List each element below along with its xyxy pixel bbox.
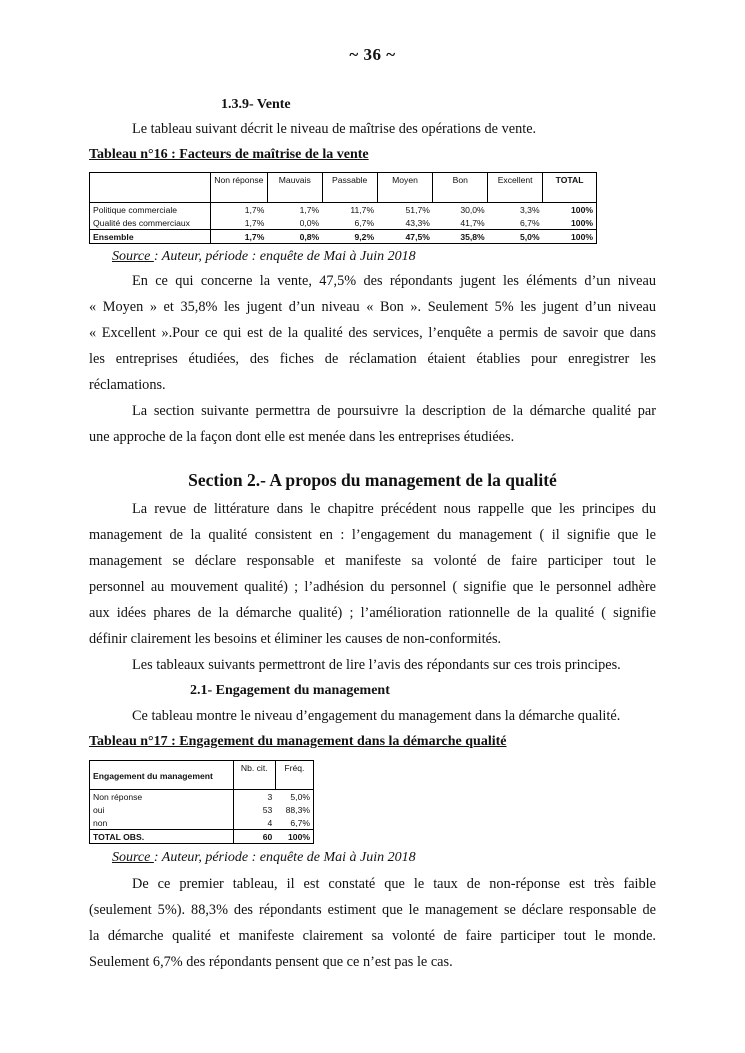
intro-line: Le tableau suivant décrit le niveau de maîtrise des opérations de vente. bbox=[132, 121, 537, 137]
table16 bbox=[89, 172, 597, 244]
para1-line: « Excellent ».Pour ce qui est de la qualité des services, l’enquête a permis de savoir que dans bbox=[89, 325, 656, 341]
table-cell: 30,0% bbox=[433, 203, 488, 217]
table-row bbox=[90, 816, 314, 830]
table16-header-cell: Excellent bbox=[488, 173, 543, 203]
para1-line: réclamations. bbox=[89, 377, 166, 393]
table-cell: 100% bbox=[543, 203, 597, 217]
table-cell: 3 bbox=[233, 790, 275, 804]
para3-line: aux idées phares de la démarche qualité) ; l’amélioration rationnelle de la qualité ( signifie bbox=[89, 605, 656, 621]
table-cell: 53 bbox=[233, 803, 275, 816]
table16-header-cell: Passable bbox=[322, 173, 377, 203]
source-text: : Auteur, période : enquête de Mai à Juin 2018 bbox=[153, 850, 416, 865]
table-cell: 100% bbox=[543, 230, 597, 244]
table-cell: 1,7% bbox=[244, 217, 265, 228]
table-cell: 5,0% bbox=[488, 230, 543, 244]
table-cell: 3,3% bbox=[488, 203, 543, 217]
para2-line: une approche de la façon dont elle est menée dans les entreprises étudiées. bbox=[89, 429, 515, 445]
table-cell: 35,8% bbox=[433, 230, 488, 244]
table-cell: 0,0% bbox=[299, 217, 320, 228]
table-row bbox=[90, 803, 314, 816]
para6-line: la démarche qualité et manifeste clairement sa volonté de faire participer tout le monde. bbox=[89, 928, 656, 944]
para3-line: management se déclare responsable et manifeste sa volonté de faire participer tout le bbox=[89, 553, 656, 569]
table16-header-row bbox=[90, 173, 597, 203]
para6-line: De ce premier tableau, il est constaté que le taux de non-réponse est très faible bbox=[132, 876, 656, 892]
section-title: Section 2.- A propos du management de la qualité bbox=[188, 470, 557, 490]
para4: Les tableaux suivants permettront de lire l’avis des répondants sur ces trois principes. bbox=[132, 657, 621, 673]
table-cell: Politique commerciale bbox=[90, 203, 211, 217]
table-cell: 11,7% bbox=[322, 203, 377, 217]
para5: Ce tableau montre le niveau d’engagement du management dans la démarche qualité. bbox=[132, 708, 621, 724]
table16-header-cell bbox=[90, 173, 211, 203]
table-cell: 60 bbox=[233, 830, 275, 844]
table-cell: 6,7% bbox=[520, 217, 540, 228]
table-cell: 100% bbox=[571, 217, 593, 228]
table16-caption: Tableau n°16 : Facteurs de maîtrise de la vente bbox=[89, 147, 369, 162]
source-label: Source bbox=[112, 249, 154, 264]
table-cell: 6,7% bbox=[354, 217, 375, 228]
table17-source bbox=[112, 850, 416, 866]
table16-header-cell: TOTAL bbox=[543, 173, 597, 203]
table17 bbox=[89, 760, 314, 844]
table16-header-cell: Non réponse bbox=[210, 173, 267, 203]
table17-header-cell: Fréq. bbox=[275, 761, 313, 790]
table-cell: 0,8% bbox=[267, 230, 322, 244]
table-cell: 43,3% bbox=[405, 217, 430, 228]
table-row bbox=[90, 790, 314, 804]
table-cell: non bbox=[93, 817, 108, 828]
source-label: Source bbox=[112, 850, 154, 865]
para6-line: (seulement 5%). 88,3% des répondants estiment que le management se déclare responsable de bbox=[89, 902, 656, 918]
para3-line: définir clairement les besoins et éliminer les causes de non-conformités. bbox=[89, 631, 502, 647]
subsection-heading-engagement: 2.1- Engagement du management bbox=[190, 683, 390, 698]
table-row-total bbox=[90, 830, 314, 844]
para1-line: « Moyen » et 35,8% les jugent d’un niveau « Bon ». Seulement 5% les jugent d’un niveau bbox=[89, 299, 656, 315]
table-cell: 41,7% bbox=[460, 217, 485, 228]
table16-header-cell: Mauvais bbox=[267, 173, 322, 203]
page-number: ~ 36 ~ bbox=[349, 45, 396, 64]
table-cell: 5,0% bbox=[275, 790, 313, 804]
table-cell: 4 bbox=[233, 816, 275, 830]
table-cell: Non réponse bbox=[90, 790, 234, 804]
para1-line: En ce qui concerne la vente, 47,5% des répondants jugent les éléments d’un niveau bbox=[132, 273, 656, 289]
table-row bbox=[90, 203, 597, 217]
table-cell: TOTAL OBS. bbox=[90, 830, 234, 844]
table-cell: 100% bbox=[275, 830, 313, 844]
table-cell: 9,2% bbox=[322, 230, 377, 244]
table-cell: 88,3% bbox=[285, 804, 310, 815]
table16-source bbox=[112, 249, 416, 265]
subsection-heading-vente: 1.3.9- Vente bbox=[221, 97, 291, 112]
table17-header-row bbox=[90, 761, 314, 790]
source-text: : Auteur, période : enquête de Mai à Juin 2018 bbox=[153, 249, 416, 264]
para6-line: Seulement 6,7% des répondants pensent que ce n’est pas le cas. bbox=[89, 954, 453, 970]
table17-header-cell: Nb. cit. bbox=[233, 761, 275, 790]
table17-header-cell: Engagement du management bbox=[93, 771, 213, 781]
table-cell: 47,5% bbox=[377, 230, 433, 244]
table-cell: 6,7% bbox=[290, 817, 310, 828]
table16-header-cell: Moyen bbox=[377, 173, 433, 203]
table17-caption: Tableau n°17 : Engagement du management dans la démarche qualité bbox=[89, 734, 507, 749]
para3-line: management de la qualité consistent en : l’engagement du management ( il signifie que le bbox=[89, 527, 656, 543]
table-cell: 1,7% bbox=[267, 203, 322, 217]
table-cell: 51,7% bbox=[377, 203, 433, 217]
table16-header-cell: Bon bbox=[433, 173, 488, 203]
table-cell: 1,7% bbox=[210, 230, 267, 244]
table-cell: Ensemble bbox=[90, 230, 211, 244]
table-cell: oui bbox=[93, 804, 105, 815]
table-cell: 1,7% bbox=[210, 203, 267, 217]
para1-line: les entreprises étudiées, des fiches de réclamation étaient établies pour enregistrer les bbox=[89, 351, 656, 367]
table-row bbox=[90, 216, 597, 230]
para3-line: La revue de littérature dans le chapitre précédent nous rappelle que les principes du bbox=[132, 501, 656, 517]
table-cell: Qualité des commerciaux bbox=[90, 216, 211, 230]
para2-line: La section suivante permettra de poursuivre la description de la démarche qualité par bbox=[132, 403, 656, 419]
table-row-total bbox=[90, 230, 597, 244]
para3-line: personnel au mouvement qualité) ; l’adhésion du personnel ( signifie que le personnel adhère bbox=[89, 579, 656, 595]
